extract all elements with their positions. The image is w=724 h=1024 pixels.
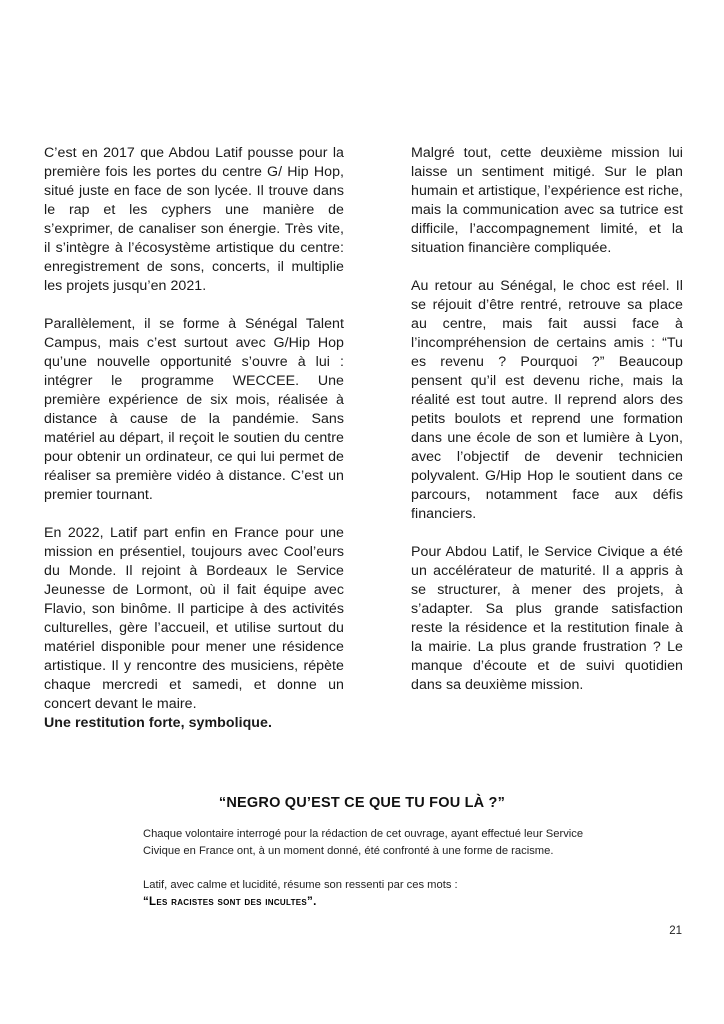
racism-intro-paragraph: Chaque volontaire interrogé pour la rédaction de cet ouvrage, ayant effectué leur Service Civique en France ont, à un moment donné, été confronté à une forme de racisme. [143,828,584,857]
page-number: 21 [669,925,682,937]
racism-section-body [143,826,593,911]
bold-highlight-line: Une restitution forte, symbolique. [44,715,272,731]
paragraph-mixed-feelings: Malgré tout, cette deuxième mission lui laisse un sentiment mitigé. Sur le plan humain et artistique, l’expérience est riche, mais la communication avec sa tutrice est difficile, l’accompagnement limité, et la situation financière compliquée. [411,145,683,256]
latif-summary-text: Latif, avec calme et lucidité, résume son ressenti par ces mots : [143,879,458,891]
right-column [411,144,683,714]
latif-summary-line [143,877,593,911]
paragraph-service-civique-maturity: Pour Abdou Latif, le Service Civique a été un accélérateur de maturité. Il a appris à se structurer, à mener des projets, à s’adapter. Sa plus grande satisfaction reste la résidence et la restitution finale à la mairie. La plus grande frustration ? Le manque d’écoute et de suivi quotidien dans sa deuxième mission. [411,544,683,693]
paragraph-arrival-2017: C’est en 2017 que Abdou Latif pousse pour la première fois les portes du centre G/ Hip Hop, situé juste en face de son lycée. Il trouve dans le rap et les cyphers une manière de s’exprimer, de canaliser son énergie. Très vite, il s’intègre à l’écosystème artistique du centre: enregistrement de sons, concerts, il multiplie les projets jusqu’en 2021. [44,145,344,294]
quote-racists-uncultured: “Les racistes sont des incultes”. [143,896,317,908]
paragraph-weccee-program: Parallèlement, il se forme à Sénégal Talent Campus, mais c’est surtout avec G/Hip Hop qu’une nouvelle opportunité s’ouvre à lui : intégrer le programme WECCEE. Une première expérience de six mois, réalisée à distance à cause de la pandémie. Sans matériel au départ, il reçoit le soutien du centre pour obtenir un ordinateur, ce qui lui permet de réaliser sa première vidéo à distance. C’est un premier tournant. [44,316,344,503]
section-heading: “NEGRO QU’EST CE QUE TU FOU LÀ ?” [218,795,506,811]
left-column [44,144,344,733]
paragraph-return-senegal: Au retour au Sénégal, le choc est réel. Il se réjouit d’être rentré, retrouve sa place au centre, mais fait aussi face à l’incompréhension de certains amis : “Tu es revenu ? Pourquoi ?” Beaucoup pensent qu’il est devenu riche, mais la réalité est tout autre. Il reprend alors des petits boulots et reprend une formation dans une école de son et lumière à Lyon, avec l’objectif de devenir technicien polyvalent. G/Hip Hop le soutient dans ce parcours, notamment face aux défis financiers. [411,278,683,522]
paragraph-france-mission-2022: En 2022, Latif part enfin en France pour une mission en présentiel, toujours avec Cool’eurs du Monde. Il rejoint à Bordeaux le Service Jeunesse de Lormont, où il fait équipe avec Flavio, son binôme. Il participe à des activités culturelles, gère l’accueil, et utilise surtout du matériel disponible pour mener une résidence artistique. Il y rencontre des musiciens, répète chaque mercredi et samedi, et donne un concert devant le maire. [44,525,344,712]
